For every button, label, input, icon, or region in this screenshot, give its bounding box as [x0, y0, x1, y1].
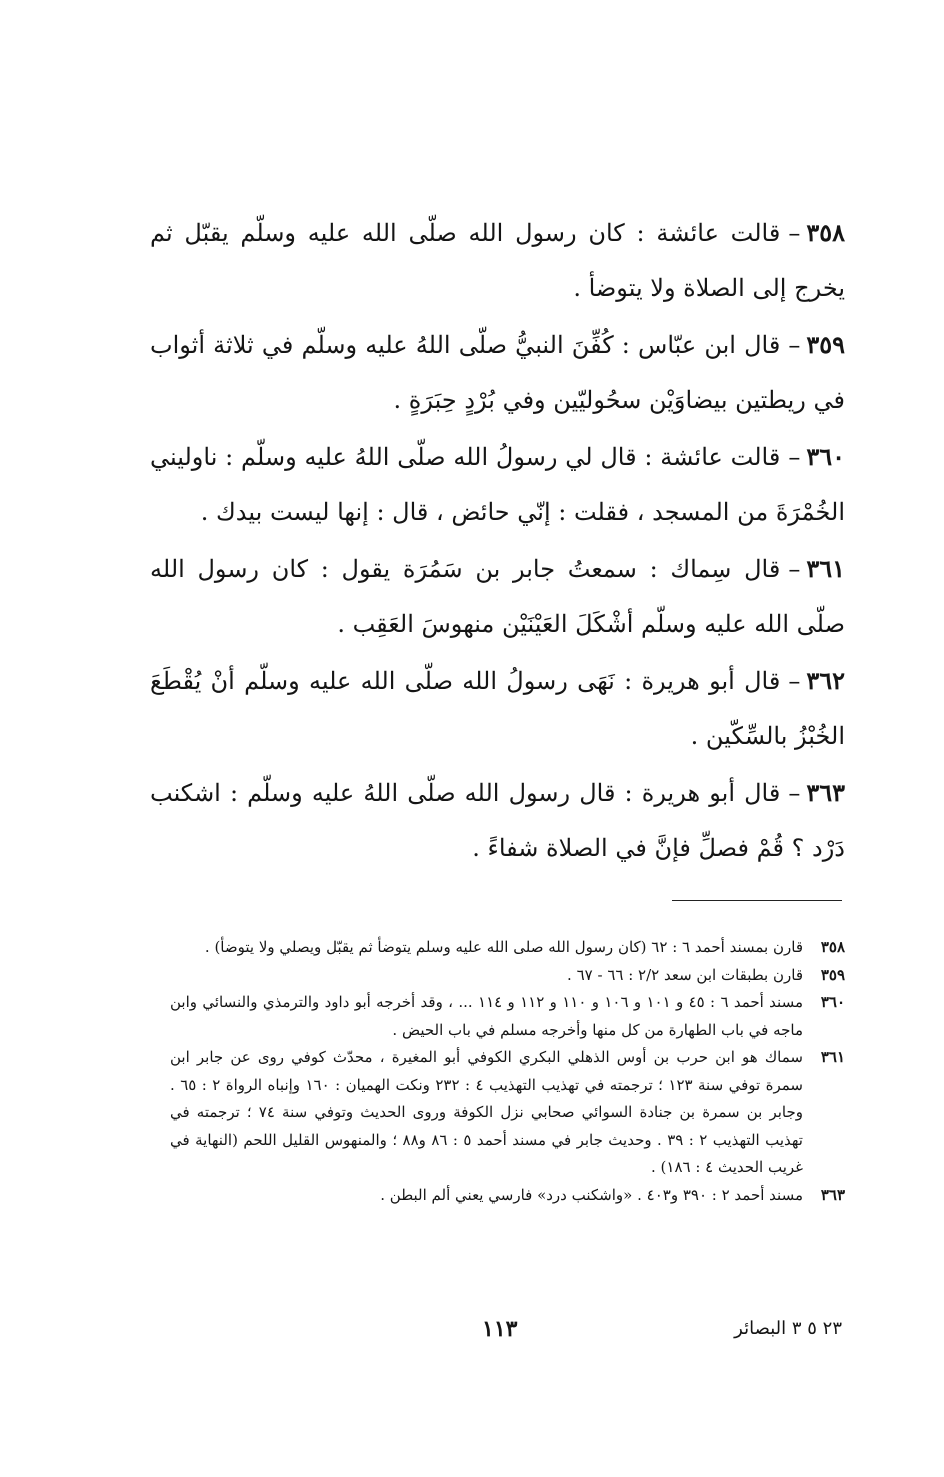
hadith-361 [150, 541, 845, 652]
hadith-number: ٣٦١ [806, 554, 845, 583]
footnote-separator [672, 900, 842, 901]
footnote-358 [170, 934, 845, 962]
footnote-number: ٣٥٩ [820, 965, 845, 984]
hadith-359 [150, 317, 845, 428]
dash: – [788, 331, 801, 359]
footnote-361 [170, 1044, 845, 1182]
dash: – [788, 443, 801, 471]
footnote-text: قارن بطبقات ابن سعد ٢/٢ : ٦٦ - ٦٧ . [567, 965, 803, 984]
hadith-360 [150, 429, 845, 540]
footnotes [170, 934, 845, 1209]
dash: – [788, 779, 801, 807]
page-number: ١١٣ [482, 1316, 518, 1342]
hadith-number: ٣٥٨ [806, 218, 845, 247]
footnote-text: سماك هو ابن حرب بن أوس الذهلي البكري الكوفي أبو المغيرة ، محدّث كوفي روى عن جابر ابن سمرة توفي سنة ١٢٣ ؛ ترجمته في تهذيب التهذيب ٤ : ٢٣٢ ونكت الهميان : ١٦٠ وإنباه الرواة ٢ : ٦٥ . وجابر بن سمرة بن جنادة السوائي صحابي نزل الكوفة وروى الحديث وتوفي سنة ٧٤ ؛ ترجمته في تهذيب التهذيب ٢ : ٣٩ . وحديث جابر في مسند أحمد ٥ : ٨٦ و٨٨ ؛ والمنهوس القليل اللحم (النهاية في غريب الحديث ٤ : ١٨٦) . [170, 1048, 804, 1176]
footnote-number: ٣٦٠ [820, 993, 845, 1011]
hadith-number: ٣٦٣ [806, 778, 845, 807]
footnote-number: ٣٦٣ [820, 1185, 845, 1204]
hadith-363 [150, 765, 845, 876]
hadith-text: قالت عائشة : كان رسول الله صلّى الله عليه وسلّم يقبّل ثم يخرج إلى الصلاة ولا يتوضأ . [150, 219, 845, 302]
footnote-text: قارن بمسند أحمد ٦ : ٦٢ (كان رسول الله صلى الله عليه وسلم يتوضأ ثم يقبّل ويصلي ولا يتوضأ) . [204, 938, 803, 956]
dash: – [788, 219, 801, 247]
hadith-number: ٣٦٢ [806, 666, 845, 695]
footnote-text: مسند أحمد ٦ : ٤٥ و ١٠١ و ١٠٦ و ١١٠ و ١١٢ و ١١٤ ... ، وقد أخرجه أبو داود والترمذي والنسائي وابن ماجه في باب الطهارة من كل منها وأخرجه مسلم في باب الحيض . [170, 993, 803, 1039]
hadith-text: قال أبو هريرة : نَهَى رسولُ الله صلّى الله عليه وسلّم أنْ يُقْطَعَ الخُبْزُ بالسِّكّين . [150, 667, 845, 750]
dash: – [788, 555, 801, 583]
hadith-text: قال أبو هريرة : قال رسول الله صلّى اللهُ عليه وسلّم : اشكنب دَرْد ؟ قُمْ فصلِّ فإنَّ في الصلاة شفاءً . [150, 779, 845, 862]
hadith-text: قالت عائشة : قال لي رسولُ الله صلّى اللهُ عليه وسلّم : ناوليني الخُمْرَةَ من المسجد ، فقلت : إنّي حائض ، قال : إنها ليست بيدك . [150, 443, 845, 526]
footnote-number: ٣٥٨ [820, 938, 845, 956]
footnote-359 [170, 962, 845, 990]
footnote-number: ٣٦١ [820, 1048, 845, 1066]
hadith-362 [150, 653, 845, 764]
hadith-number: ٣٦٠ [806, 442, 845, 471]
footnote-360 [170, 989, 845, 1044]
printer-signature: ٢٣ ٥ ٣ البصائر [734, 1318, 842, 1339]
footnote-363 [170, 1182, 845, 1210]
hadith-number: ٣٥٩ [806, 330, 845, 359]
dash: – [788, 667, 801, 695]
hadith-text: قال سِماك : سمعتُ جابر بن سَمُرَة يقول : كان رسول الله صلّى الله عليه وسلّم أشْكَلَ العَيْنَيْن منهوسَ العَقِب . [150, 555, 845, 638]
main-text [150, 205, 845, 877]
footnote-text: مسند أحمد ٢ : ٣٩٠ و٤٠٣ . «واشكنب درد» فارسي يعني ألم البطن . [380, 1185, 803, 1204]
page-footer [0, 1316, 944, 1346]
hadith-text: قال ابن عبّاس : كُفِّنَ النبيُّ صلّى اللهُ عليه وسلّم في ثلاثة أثواب في ريطتين بيضاوَيْن سحُوليّين وفي بُرْدٍ حِبَرَةٍ . [150, 331, 845, 414]
hadith-358 [150, 205, 845, 316]
